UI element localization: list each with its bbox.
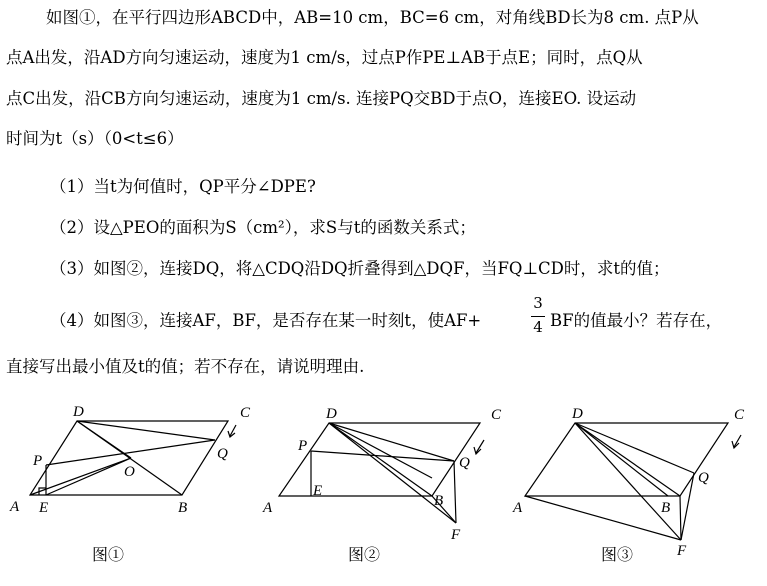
fig3-segment-af — [525, 496, 681, 540]
fig3-segment-qf — [681, 473, 694, 540]
fig2-caption: 图② — [348, 547, 381, 564]
fig2-segment-d-inner — [329, 423, 432, 478]
fig2-label-f: F — [451, 527, 461, 543]
fig3-label-c: C — [734, 407, 745, 423]
fig3-label-b: B — [661, 500, 671, 516]
fig2-label-d: D — [326, 406, 337, 422]
fig1-segment-dq — [77, 421, 215, 440]
fig1-segment-do — [77, 421, 131, 458]
fig1-label-c: C — [240, 405, 251, 421]
fig2-motion-arrow — [476, 440, 484, 453]
fig1-label-d: D — [73, 404, 84, 420]
fig3-segment-d-inner — [575, 423, 668, 496]
fraction-numerator: 3 — [533, 294, 543, 312]
fig2-diagonal-bd — [329, 423, 432, 496]
fig2-segment-pq — [311, 451, 454, 461]
fig2-segment-qf — [454, 461, 456, 523]
fig1-label-b: B — [178, 500, 188, 516]
fig2-label-a: A — [263, 500, 273, 516]
fig3-label-f: F — [677, 543, 687, 559]
fig3-label-q: Q — [698, 470, 709, 486]
fig3-diagonal-bd — [575, 423, 680, 496]
fig2-label-p: P — [298, 438, 308, 454]
fig1-label-a: A — [10, 499, 20, 515]
fig3-segment-df — [575, 423, 681, 540]
fig3-label-d: D — [572, 406, 583, 422]
fig1-label-p: P — [33, 453, 43, 469]
figure-2 — [279, 423, 484, 523]
figure-1 — [30, 421, 236, 495]
fraction-denominator: 4 — [533, 318, 543, 336]
question-1: （1）当t为何值时，QP平分∠DPE? — [50, 177, 316, 196]
fig2-label-q: Q — [459, 455, 470, 471]
problem-intro-line-1: 如图①，在平行四边形ABCD中，AB=10 cm，BC=6 cm，对角线BD长为8 cm. 点P从 — [46, 8, 699, 27]
fig3-caption: 图③ — [601, 547, 634, 564]
figure-3-labels — [512, 406, 745, 564]
fig2-label-b: B — [434, 493, 444, 509]
fig3-segment-dq — [575, 423, 694, 473]
fig1-caption: 图① — [92, 547, 125, 564]
question-4-part-b: BF的值最小？若存在， — [550, 311, 723, 330]
fig1-segment-ao — [30, 458, 131, 495]
problem-intro-line-3: 点C出发，沿CB方向匀速运动，速度为1 cm/s. 连接PQ交BD于点O，连接EO. 设运动 — [6, 89, 637, 108]
fig2-label-c: C — [491, 407, 502, 423]
question-3: （3）如图②，连接DQ，将△CDQ沿DQ折叠得到△DQF，当FQ⊥CD时，求t的值； — [50, 259, 670, 278]
question-4-part-a: （4）如图③，连接AF，BF，是否存在某一时刻t，使AF+ — [50, 311, 482, 330]
question-4-part-c: 直接写出最小值及t的值；若不存在，请说明理由. — [6, 357, 365, 376]
problem-intro-line-4: 时间为t（s）（0<t≤6） — [6, 129, 184, 148]
fig2-segment-dq — [329, 423, 454, 461]
figure-2-labels — [262, 406, 502, 564]
problem-intro-line-2: 点A出发，沿AD方向匀速运动，速度为1 cm/s，过点P作PE⊥AB于点E；同时，点Q从 — [6, 48, 643, 67]
fig3-label-a: A — [513, 500, 523, 516]
fig1-label-o: O — [124, 464, 135, 480]
fig2-label-e: E — [313, 483, 323, 499]
fig1-segment-pq — [46, 440, 215, 465]
fig3-segment-bf — [680, 496, 681, 540]
question-2: （2）设△PEO的面积为S（cm²），求S与t的函数关系式； — [50, 218, 476, 237]
fig1-label-e: E — [39, 500, 49, 516]
fig1-label-q: Q — [217, 446, 228, 462]
